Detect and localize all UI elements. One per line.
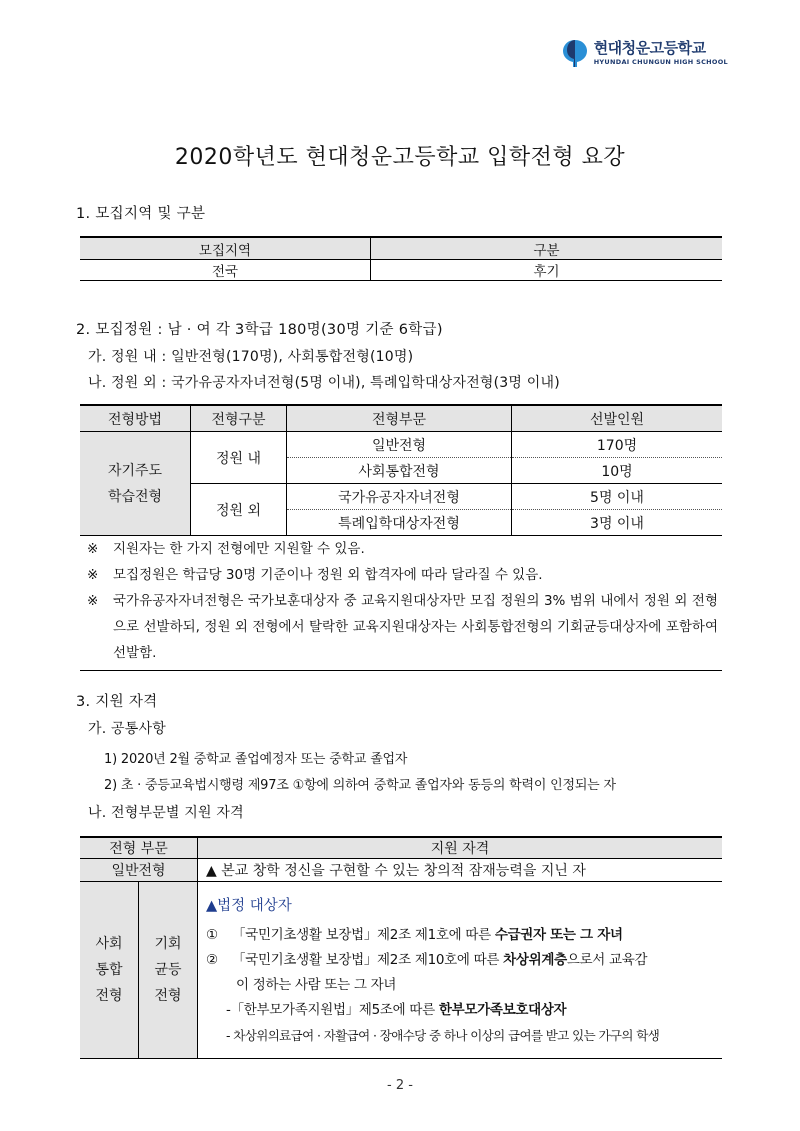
school-logo: [561, 38, 728, 68]
field-header: 전형 부문: [80, 837, 198, 859]
general-requirement: ▲ 본교 창학 정신을 구현할 수 있는 창의적 잠재능력을 지닌 자: [198, 859, 723, 882]
type-header: 구분: [371, 237, 723, 260]
note-mark: ※: [87, 541, 99, 557]
method-line2: 학습전형: [107, 488, 163, 505]
note-item: [80, 536, 722, 562]
region-value: 전국: [80, 260, 371, 281]
section1-heading: 1. 모집지역 및 구분: [76, 206, 206, 222]
method-line1: 자기주도: [107, 462, 163, 479]
item-emphasis: 수급권자 또는 그 자녀: [494, 927, 623, 943]
page-title: 2020학년도 현대청운고등학교 입학전형 요강: [174, 145, 626, 170]
count-header: 선발인원: [512, 405, 723, 432]
common-heading: 가. 공통사항: [88, 721, 166, 737]
item-mark: ①: [206, 927, 218, 943]
opp-line1: 기회: [154, 936, 182, 952]
requirement-item-1: [206, 923, 716, 948]
page-number: - 2 -: [387, 1078, 413, 1093]
equal-opportunity-requirements: [198, 882, 723, 1059]
quota-notes: [80, 536, 722, 671]
type-value: 후기: [533, 264, 560, 280]
region-header: 모집지역: [80, 237, 371, 260]
social-line2: 통합: [95, 962, 123, 978]
note-text: 모집정원은 학급당 30명 기준이나 정원 외 합격자에 따라 달라질 수 있음.: [113, 567, 543, 583]
item-emphasis: 한부모가족보호대상자: [438, 1002, 567, 1018]
school-emblem-icon: [561, 38, 589, 68]
logo-name-ko: 현대청운고등학교: [593, 38, 706, 57]
requirement-item-2: [206, 948, 716, 973]
field-cell: 특례입학대상자전형: [287, 510, 512, 536]
section2-heading: 2. 모집정원 : 남 · 여 각 3학급 180명(30명 기준 6학급): [76, 322, 443, 338]
count-cell: 3명 이내: [590, 515, 644, 532]
note-item: [80, 562, 722, 588]
opp-line2: 균등: [154, 962, 182, 978]
note-text: 지원자는 한 가지 전형에만 지원할 수 있음.: [113, 541, 365, 557]
quota-out-line: 나. 정원 외 : 국가유공자자녀전형(5명 이내), 특례입학대상자전형(3명 이내): [88, 375, 560, 391]
count-cell: 5명 이내: [512, 484, 723, 510]
field-header: 전형부문: [287, 405, 512, 432]
opp-line3: 전형: [154, 988, 182, 1004]
field-cell: 사회통합전형: [287, 458, 512, 484]
item-emphasis: 차상위계층: [503, 952, 567, 968]
section3-heading: 3. 지원 자격: [76, 694, 158, 710]
legal-target-title: ▲법정 대상자: [206, 898, 292, 914]
method-header: 전형방법: [80, 405, 191, 432]
count-cell: 10명: [512, 458, 723, 484]
item-text: 「국민기초생활 보장법」제2조 제10호에 따른: [232, 952, 500, 968]
item-text: 「국민기초생활 보장법」제2조 제1호에 따른: [232, 927, 491, 943]
field-cell: 일반전형: [287, 432, 512, 458]
social-line3: 전형: [95, 988, 123, 1004]
note-mark: ※: [87, 593, 99, 609]
field-cell: 국가유공자자녀전형: [287, 484, 512, 510]
note-mark: ※: [87, 567, 99, 583]
logo-name-en: HYUNDAI CHUNGUN HIGH SCHOOL: [593, 57, 728, 66]
item-mark: ②: [206, 952, 218, 968]
item-text: -「한부모가족지원법」제5조에 따른: [226, 1002, 435, 1018]
method-cell: [80, 432, 191, 536]
eligibility-table: [80, 836, 722, 1059]
note-text: 국가유공자자녀전형은 국가보훈대상자 중 교육지원대상자만 모집 정원의 3% 범위 내에서 정원 외 전형으로 선발하되, 정원 외 전형에서 탈락한 교육지원대상자는 사회통합전형의 기회균등대상자에 포함하여 선발함.: [113, 593, 718, 661]
group-in-cell: 정원 내: [191, 432, 287, 484]
by-field-heading: 나. 전형부문별 지원 자격: [88, 805, 244, 821]
social-line1: 사회: [95, 936, 123, 952]
count-cell: 170명: [512, 432, 723, 458]
item-text-post: 으로서 교육감: [566, 952, 648, 968]
group-out-cell: 정원 외: [191, 484, 287, 536]
quota-in-line: 가. 정원 내 : 일반전형(170명), 사회통합전형(10명): [88, 349, 414, 365]
requirement-item-3: [206, 998, 716, 1023]
region-table: [80, 236, 722, 281]
general-label: 일반전형: [80, 859, 198, 882]
requirement-item-4: - 차상위의료급여 · 자활급여 · 장애수당 중 하나 이상의 급여를 받고 있는 가구의 학생: [226, 1028, 660, 1043]
quota-table: [80, 404, 722, 536]
equal-opportunity-label: [139, 882, 198, 1059]
requirement-item-2-cont: 이 정하는 사람 또는 그 자녀: [236, 977, 397, 993]
eligibility-header: 지원 자격: [198, 837, 723, 859]
common-item: 2) 초 · 중등교육법시행령 제97조 ①항에 의하여 중학교 졸업자와 동등의 학력이 인정되는 자: [104, 778, 616, 793]
social-integration-label: [80, 882, 139, 1059]
group-header: 전형구분: [191, 405, 287, 432]
common-item: 1) 2020년 2월 중학교 졸업예정자 또는 중학교 졸업자: [104, 752, 408, 767]
note-item: [80, 588, 722, 666]
